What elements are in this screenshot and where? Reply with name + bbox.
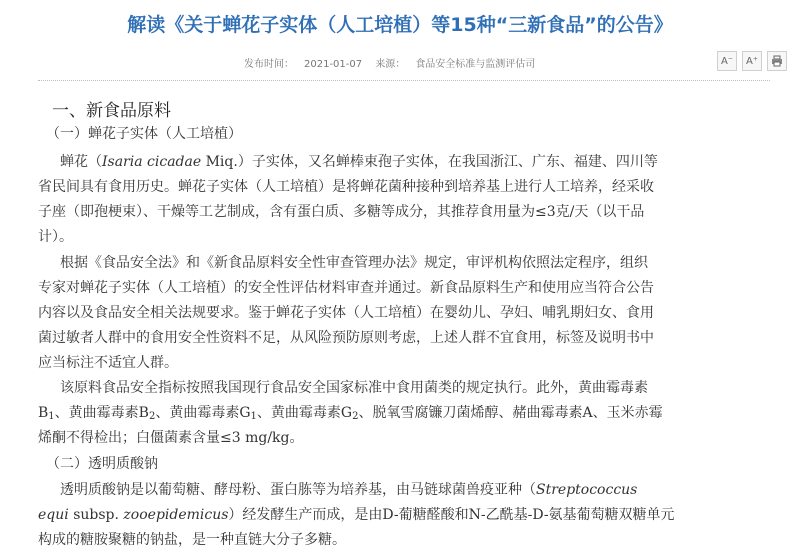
paragraph-2-line-1: 根据《食品安全法》和《新食品原料安全性审查管理办法》规定，审评机构依照法定程序，组织 <box>60 255 648 271</box>
article-meta <box>244 55 545 70</box>
paragraph-4-line-3: 构成的糖胺聚糖的钠盐，是一种直链大分子多糖。 <box>38 532 346 548</box>
paragraph-2-line-5: 应当标注不适宜人群。 <box>38 355 178 371</box>
paragraph-2-line-3: 内容以及食品安全相关法规要求。鉴于蝉花子实体（人工培植）在婴幼儿、孕妇、哺乳期妇女、食用 <box>38 305 654 321</box>
publish-date: 2021-01-07 <box>304 59 363 70</box>
paragraph-4-line-2: equi subsp. zooepidemicus）经发酵生产而成，是由D-葡糖醛酸和N-乙酰基-D-氨基葡萄糖双糖单元 <box>38 507 675 523</box>
print-icon <box>771 55 783 67</box>
article-title: 解读《关于蝉花子实体（人工培植）等15种“三新食品”的公告》 <box>127 14 673 36</box>
source-label: 来源： <box>375 59 406 70</box>
paragraph-1-line-2: 省民间具有食用历史。蝉花子实体（人工培植）是将蝉花菌种接种到培养基上进行人工培养，经采收 <box>38 179 654 195</box>
paragraph-2-line-2: 专家对蝉花子实体（人工培植）的安全性评估材料审查并通过。新食品原料生产和使用应当符合公告 <box>38 280 654 296</box>
subheading-2: （二）透明质酸钠 <box>46 456 158 472</box>
source: 食品安全标准与监测评估司 <box>415 59 536 70</box>
paragraph-3-line-3: 烯酮不得检出；白僵菌素含量≤3 mg/kg。 <box>38 430 304 446</box>
paragraph-3-line-2: $B_1$、黄曲霉毒素$B_2$、黄曲霉毒素$G_1$、黄曲霉毒素$G_2$、脱氧雪腐镰刀菌烯醇、赭曲霉毒素A、玉米赤霉 <box>38 405 663 422</box>
section-heading: 一、新食品原料 <box>52 101 171 121</box>
paragraph-4-line-1: 透明质酸钠是以葡萄糖、酵母粉、蛋白胨等为培养基，由马链球菌兽疫亚种（Streptococcus <box>60 482 638 498</box>
publish-date-label: 发布时间： <box>244 59 294 70</box>
print-button[interactable] <box>767 51 787 71</box>
paragraph-2-line-4: 菌过敏者人群中的食用安全性资料不足，从风险预防原则考虑，上述人群不宜食用，标签及说明书中 <box>38 330 654 346</box>
paragraph-3-line-1: 该原料食品安全指标按照我国现行食品安全国家标准中食用菌类的规定执行。此外，黄曲霉毒素 <box>60 380 648 396</box>
paragraph-1-line-3: 子座（即孢梗束）、干燥等工艺制成，含有蛋白质、多糖等成分，其推荐食用量为≤3克/天（以干品 <box>38 204 645 220</box>
header-divider <box>38 80 770 81</box>
paragraph-1-line-1: 蝉花（Isaria cicadae Miq.）子实体，又名蝉棒束孢子实体，在我国浙江、广东、福建、四川等 <box>60 154 658 170</box>
subheading-1: （一）蝉花子实体（人工培植） <box>46 126 242 142</box>
paragraph-1-line-4: 计）。 <box>38 229 73 245</box>
font-increase-button[interactable]: A⁺ <box>742 51 762 71</box>
font-decrease-button[interactable]: A⁻ <box>717 51 737 71</box>
